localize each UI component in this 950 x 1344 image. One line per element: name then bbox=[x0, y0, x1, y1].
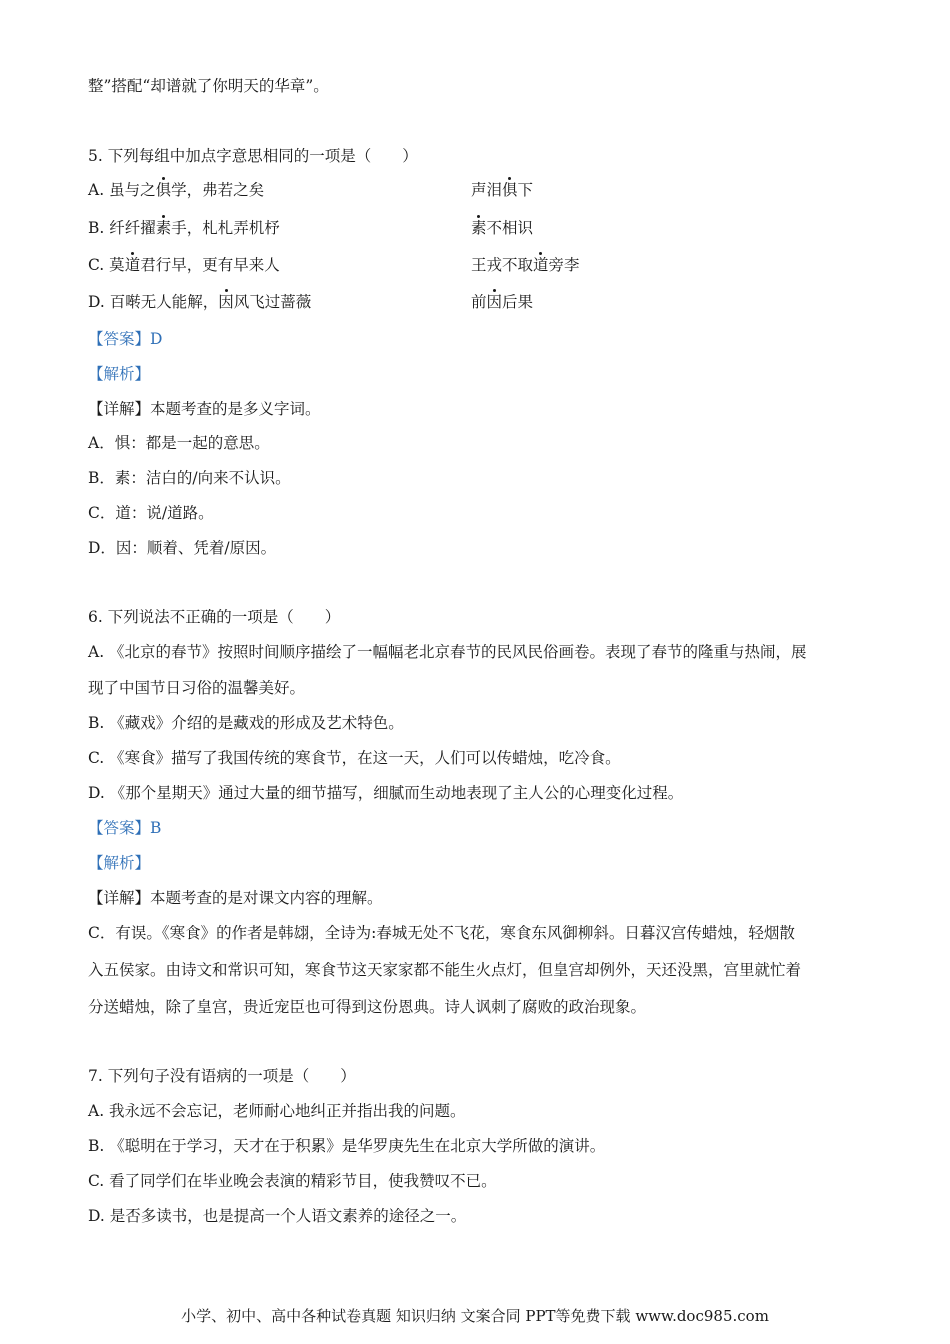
q5-stem: 5. 下列每组中加点字意思相同的一项是（ ） bbox=[88, 147, 418, 165]
q6-detail: 【详解】本题考查的是对课文内容的理解。 bbox=[88, 889, 383, 907]
emphasis-dot-char: 道 bbox=[124, 256, 141, 274]
q5-option-b: B. 纤纤擢素手，札札弄机杼 素不相识 bbox=[88, 219, 534, 237]
q5-option-d-right: 前因后果 bbox=[471, 293, 534, 311]
q7-option-b: B. 《聪明在于学习，天才在于积累》是华罗庚先生在北京大学所做的演讲。 bbox=[88, 1137, 606, 1155]
emphasis-dot-char: 道 bbox=[533, 256, 549, 274]
q6-explanation-line2: 入五侯家。由诗文和常识可知，寒食节这天家家都不能生火点灯，但皇宫却例外，天还没黑，宫里就忙着 bbox=[88, 961, 802, 979]
emphasis-dot-char: 素 bbox=[471, 219, 487, 237]
q5-explanation-c: C．道：说/道路。 bbox=[88, 504, 214, 522]
q6-answer: 【答案】B bbox=[88, 819, 162, 837]
emphasis-dot-char: 因 bbox=[486, 293, 503, 311]
q6-option-a-line1: A. 《北京的春节》按照时间顺序描绘了一幅幅老北京春节的民风民俗画卷。表现了春节的隆重与热闹，展 bbox=[88, 643, 807, 661]
q6-option-d: D. 《那个星期天》通过大量的细节描写，细腻而生动地表现了主人公的心理变化过程。 bbox=[88, 784, 684, 802]
q7-option-c: C. 看了同学们在毕业晚会表演的精彩节目，使我赞叹不已。 bbox=[88, 1172, 497, 1190]
q5-answer: 【答案】D bbox=[88, 330, 163, 348]
q6-option-a-line2: 现了中国节日习俗的温馨美好。 bbox=[88, 679, 306, 697]
page-footer: 小学、初中、高中各种试卷真题 知识归纳 文案合同 PPT等免费下载 www.doc985.com bbox=[181, 1307, 769, 1325]
q5-option-a-right: 声泪俱下 bbox=[471, 181, 534, 199]
q6-option-b: B. 《藏戏》介绍的是藏戏的形成及艺术特色。 bbox=[88, 714, 404, 732]
q7-option-a: A. 我永远不会忘记，老师耐心地纠正并指出我的问题。 bbox=[88, 1102, 466, 1120]
q5-detail: 【详解】本题考查的是多义字词。 bbox=[88, 400, 321, 418]
q6-explanation-line1: C．有误。《寒食》的作者是韩翃，全诗为:春城无处不飞花，寒食东风御柳斜。日暮汉宫传蜡烛，轻烟散 bbox=[88, 924, 795, 942]
emphasis-dot-char: 俱 bbox=[155, 181, 172, 199]
q6-stem: 6. 下列说法不正确的一项是（ ） bbox=[88, 608, 341, 626]
q5-explanation-a: A．惧：都是一起的意思。 bbox=[88, 434, 270, 452]
q5-analysis-heading: 【解析】 bbox=[88, 365, 151, 383]
q5-option-a: A. 虽与之俱学，弗若之矣 声泪俱下 bbox=[88, 181, 534, 199]
q7-option-d: D. 是否多读书，也是提高一个人语文素养的途径之一。 bbox=[88, 1207, 467, 1225]
q5-explanation-b: B．素：洁白的/向来不认识。 bbox=[88, 469, 291, 487]
emphasis-dot-char: 俱 bbox=[502, 181, 518, 199]
intro-line: 整”搭配“却谱就了你明天的华章”。 bbox=[88, 77, 329, 95]
emphasis-dot-char: 因 bbox=[218, 293, 234, 311]
q6-option-c: C. 《寒食》描写了我国传统的寒食节，在这一天，人们可以传蜡烛，吃冷食。 bbox=[88, 749, 621, 767]
q5-explanation-d: D．因：顺着、凭着/原因。 bbox=[88, 539, 277, 557]
q7-stem: 7. 下列句子没有语病的一项是（ ） bbox=[88, 1067, 356, 1085]
q5-option-c-right: 王戎不取道旁李 bbox=[471, 256, 580, 274]
emphasis-dot-char: 素 bbox=[155, 219, 172, 237]
q5-option-c: C. 莫道君行早，更有早来人 王戎不取道旁李 bbox=[88, 256, 580, 274]
q5-option-d: D. 百啭无人能解，因风飞过蔷薇 前因后果 bbox=[88, 293, 534, 311]
q5-option-b-right: 素不相识 bbox=[471, 219, 534, 237]
q6-analysis-heading: 【解析】 bbox=[88, 854, 151, 872]
q6-explanation-line3: 分送蜡烛，除了皇宫，贵近宠臣也可得到这份恩典。诗人讽刺了腐败的政治现象。 bbox=[88, 998, 647, 1016]
